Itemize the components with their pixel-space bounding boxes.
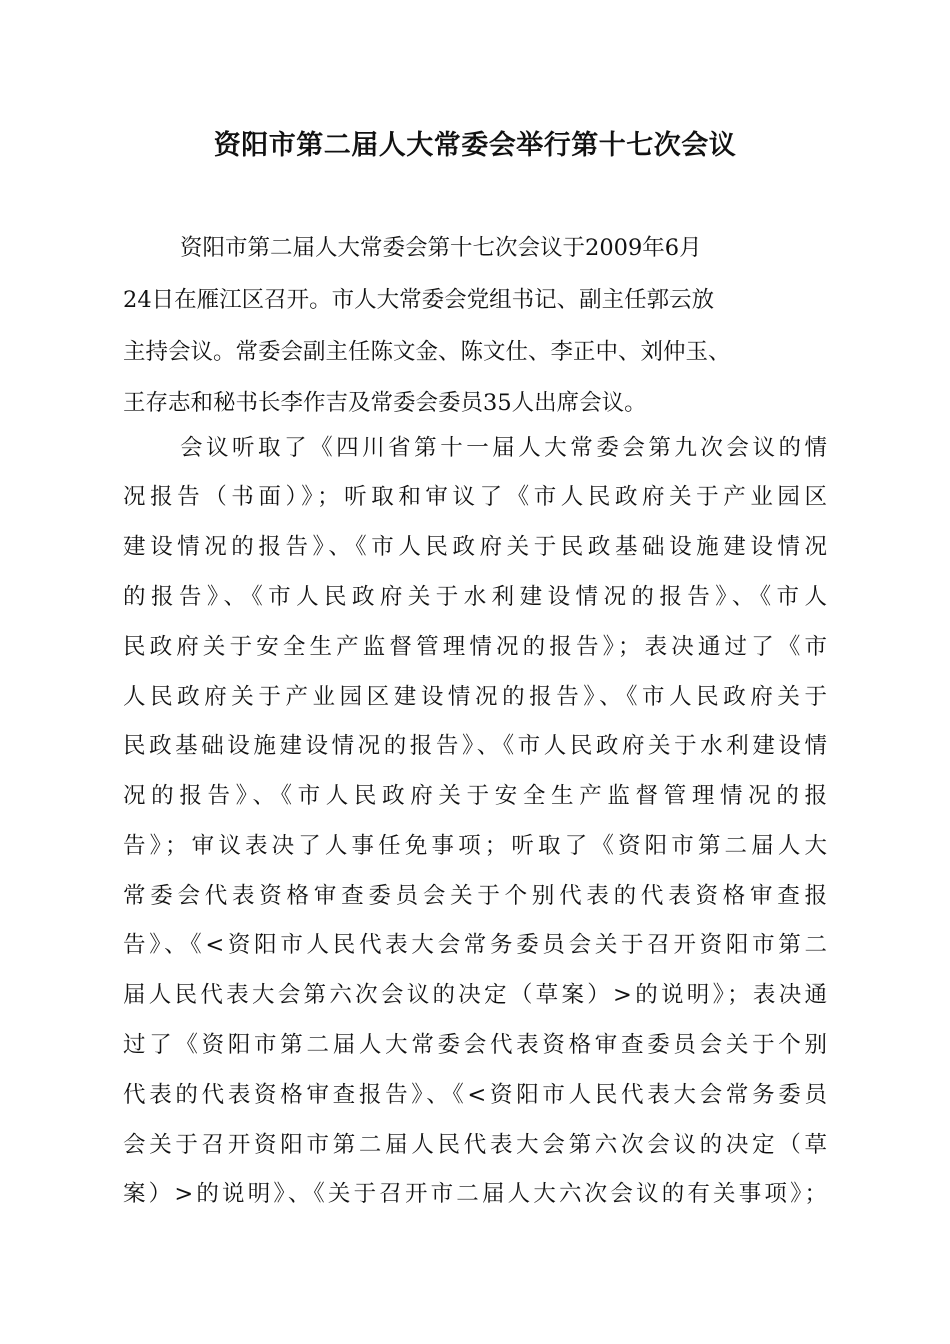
paragraph-2-line: 案）>的说明》、《关于召开市二届人大六次会议的有关事项》； [123,1181,827,1207]
paragraph-1-line: 主持会议。常委会副主任陈文金、陈文仕、李正中、刘仲玉、 [123,339,731,365]
paragraph-1-line: 24日在雁江区召开。市人大常委会党组书记、副主任郭云放 [123,287,715,313]
paragraph-2-line: 建设情况的报告》、《市人民政府关于民政基础设施建设情况 [123,534,827,560]
document-title: 资阳市第二届人大常委会举行第十七次会议 [213,130,737,161]
paragraph-2-line: 会关于召开资阳市第二届人民代表大会第六次会议的决定（草 [123,1132,827,1158]
paragraph-2-line: 代表的代表资格审查报告》、《<资阳市人民代表大会常务委员 [123,1082,827,1108]
paragraph-2-line: 民政基础设施建设情况的报告》、《市人民政府关于水利建设情 [123,733,827,759]
paragraph-1-line: 资阳市第二届人大常委会第十七次会议于2009年6月 [180,235,702,261]
paragraph-2-line: 会议听取了《四川省第十一届人大常委会第九次会议的情 [180,435,827,461]
paragraph-2-line: 届人民代表大会第六次会议的决定（草案）>的说明》；表决通 [123,982,827,1008]
paragraph-2-line: 的报告》、《市人民政府关于水利建设情况的报告》、《市人 [123,584,827,610]
paragraph-2-line: 告》、《<资阳市人民代表大会常务委员会关于召开资阳市第二 [123,932,827,958]
paragraph-2-line: 民政府关于安全生产监督管理情况的报告》；表决通过了《市 [123,634,827,660]
paragraph-2-line: 过了《资阳市第二届人大常委会代表资格审查委员会关于个别 [123,1032,827,1058]
paragraph-2-line: 常委会代表资格审查委员会关于个别代表的代表资格审查报 [123,883,827,909]
paragraph-2-line: 况报告（书面）》；听取和审议了《市人民政府关于产业园区 [123,484,827,510]
paragraph-2-line: 况的报告》、《市人民政府关于安全生产监督管理情况的报 [123,783,827,809]
paragraph-2-line: 人民政府关于产业园区建设情况的报告》、《市人民政府关于 [123,684,827,710]
paragraph-2-line: 告》；审议表决了人事任免事项；听取了《资阳市第二届人大 [123,833,827,859]
paragraph-1-line: 王存志和秘书长李作吉及常委会委员35人出席会议。 [123,390,647,416]
